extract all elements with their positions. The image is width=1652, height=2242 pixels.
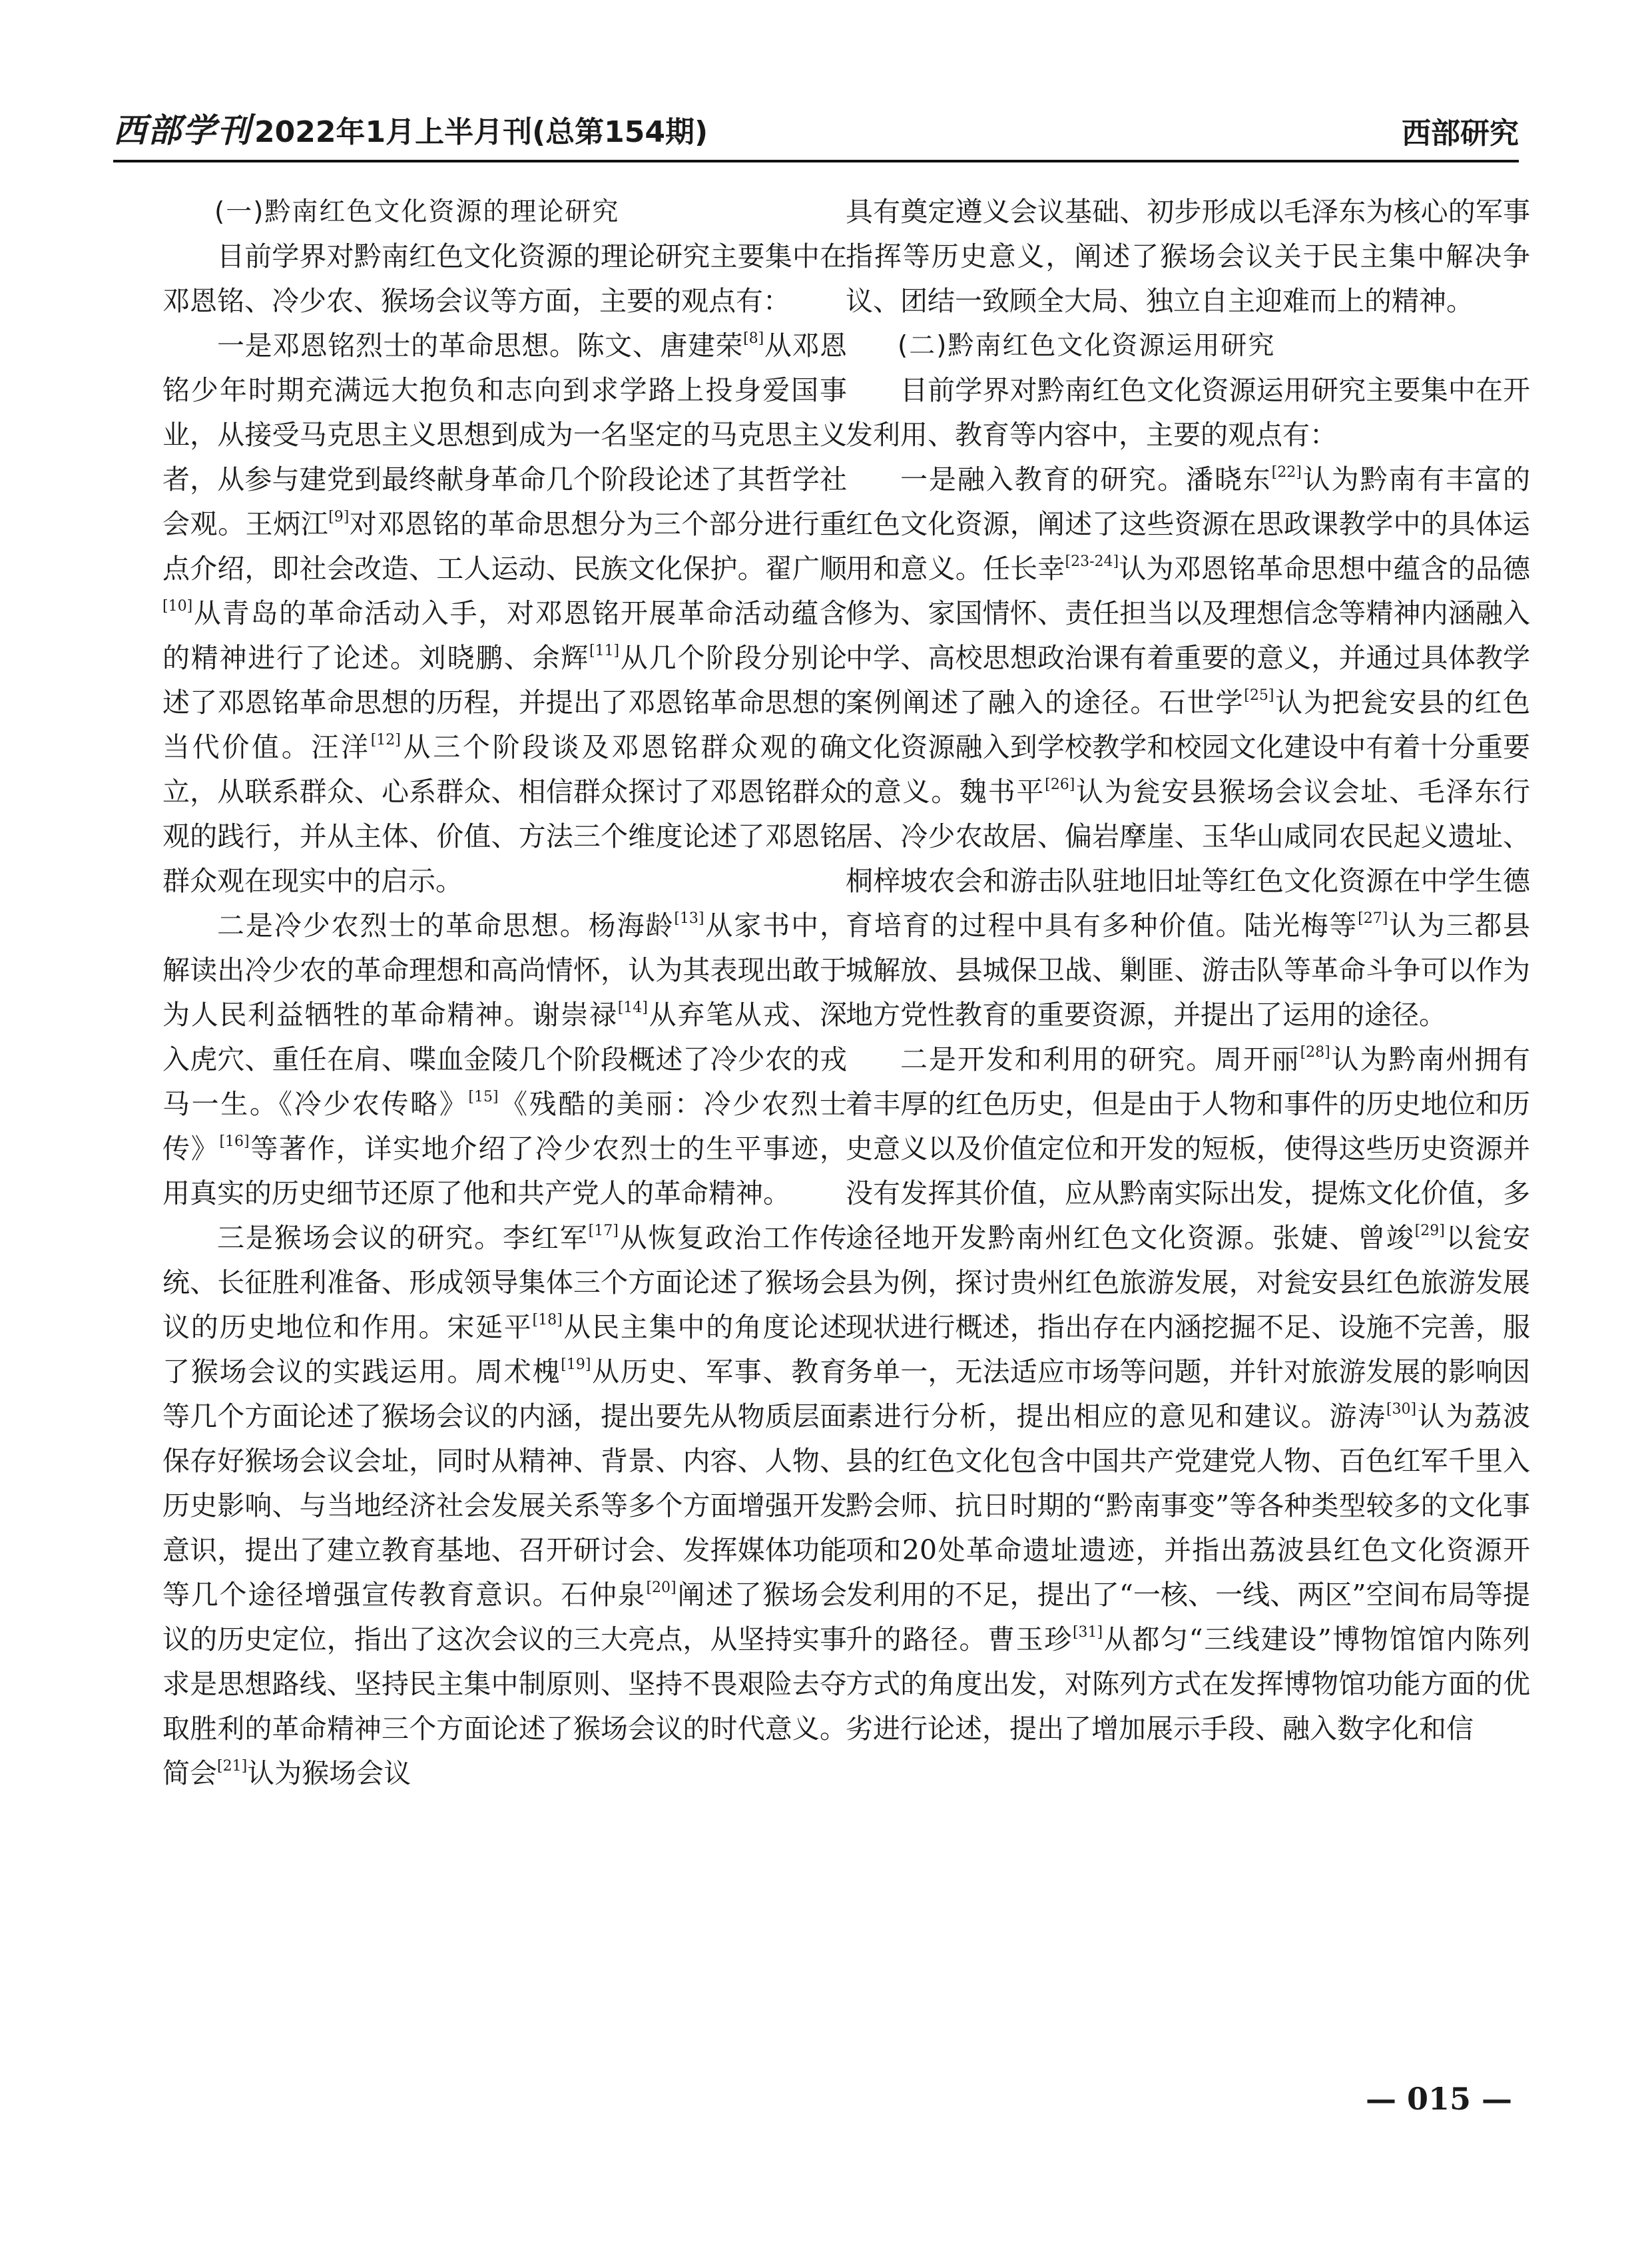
- citation-ref: [10]: [162, 598, 193, 615]
- page-number: — 015 —: [1365, 2081, 1512, 2117]
- citation-ref: [21]: [217, 1758, 248, 1775]
- citation-ref: [11]: [589, 643, 620, 659]
- citation-ref: [23-24]: [1065, 553, 1119, 570]
- citation-ref: [17]: [588, 1223, 619, 1239]
- left-column: [162, 190, 847, 1796]
- section-subheading: (一)黔南红色文化资源的理论研究: [214, 197, 620, 227]
- citation-ref: [28]: [1300, 1044, 1330, 1061]
- body-paragraph: 三是猴场会议的研究。李红军[17]从恢复政治工作传统、长征胜利准备、形成领导集体三个方面论述了猴场会议的历史地位和作用。宋延平[18]从民主集中的角度论述了猴场会议的实践运用。周术槐[19]从历史、军事、教育等几个方面论述了猴场会议的内涵，提出要先从物质层面保存好猴场会议会址，同时从精神、背景、内容、人物、历史影响、与当地经济社会发展关系等多个方面增强开发意识，提出了建立教育基地、召开研讨会、发挥媒体功能等几个途径增强宣传教育意识。石仲泉[20]阐述了猴场会议的历史定位，指出了这次会议的三大亮点，从坚持实事求是思想路线、坚持民主集中制原则、坚持不畏艰险去夺取胜利的革命精神三个方面论述了猴场会议的时代意义。简会[21]认为猴场会议: [162, 1222, 848, 1789]
- citation-ref: [30]: [1386, 1401, 1417, 1418]
- section-name: 西部研究: [1402, 117, 1519, 150]
- citation-ref: [29]: [1414, 1223, 1445, 1239]
- section-subheading: (二)黔南红色文化资源运用研究: [898, 331, 1276, 361]
- citation-ref: [15]: [468, 1089, 499, 1105]
- citation-ref: [16]: [219, 1133, 250, 1150]
- citation-ref: [19]: [561, 1356, 591, 1373]
- body-paragraph: 二是冷少农烈士的革命思想。杨海龄[13]从家书中，解读出冷少农的革命理想和高尚情怀，认为其表现出敢于为人民利益牺牲的革命精神。谢崇禄[14]从弃笔从戎、深入虎穴、重任在肩、喋血金陵几个阶段概述了冷少农的戎马一生。《冷少农传略》[15]《残酷的美丽：冷少农烈士传》[16]等著作，详实地介绍了冷少农烈士的生平事迹，用真实的历史细节还原了他和共产党人的革命精神。: [162, 910, 848, 1209]
- citation-ref: [25]: [1244, 687, 1274, 704]
- citation-ref: [9]: [328, 509, 350, 525]
- citation-ref: [18]: [532, 1312, 563, 1328]
- issue-info: 2022年1月上半月刊(总第154期): [254, 115, 708, 149]
- citation-ref: [8]: [743, 330, 764, 347]
- citation-ref: [20]: [646, 1579, 677, 1596]
- body-paragraph: 具有奠定遵义会议基础、初步形成以毛泽东为核心的军事指挥等历史意义，阐述了猴场会议关于民主集中解决争议、团结一致顾全大局、独立自主迎难而上的精神。: [846, 196, 1530, 317]
- right-column: [846, 190, 1530, 1751]
- running-header: [113, 112, 1519, 162]
- body-paragraph: 目前学界对黔南红色文化资源的理论研究主要集中在邓恩铭、冷少农、猴场会议等方面，主要的观点有：: [162, 240, 847, 317]
- citation-ref: [14]: [617, 999, 648, 1016]
- body-paragraph: 一是融入教育的研究。潘晓东[22]认为黔南有丰富的红色文化资源，阐述了这些资源在思政课教学中的具体运用和意义。任长幸[23-24]认为邓恩铭革命思想中蕴含的品德修为、家国情怀、责任担当以及理想信念等精神内涵融入中学、高校思想政治课有着重要的意义，并通过具体教学案例阐述了融入的途径。石世学[25]认为把瓮安县的红色文化资源融入到学校教学和校园文化建设中有着十分重要的意义。魏书平[26]认为瓮安县猴场会议会址、毛泽东行居、冷少农故居、偏岩摩崖、玉华山咸同农民起义遗址、桐梓坡农会和游击队驻地旧址等红色文化资源在中学生德育培育的过程中具有多种价值。陆光梅等[27]认为三都县城解放、县城保卫战、剿匪、游击队等革命斗争可以作为地方党性教育的重要资源，并提出了运用的途径。: [846, 463, 1531, 1031]
- journal-logo: 西部学刊: [113, 111, 252, 150]
- citation-ref: [22]: [1271, 464, 1302, 481]
- citation-ref: [31]: [1072, 1624, 1103, 1641]
- citation-ref: [27]: [1358, 910, 1388, 927]
- body-paragraph: 目前学界对黔南红色文化资源运用研究主要集中在开发利用、教育等内容中，主要的观点有：: [846, 374, 1530, 451]
- citation-ref: [13]: [674, 910, 704, 927]
- header-left: [113, 104, 708, 152]
- body-paragraph: 一是邓恩铭烈士的革命思想。陈文、唐建荣[8]从邓恩铭少年时期充满远大抱负和志向到求学路上投身爱国事业，从接受马克思主义思想到成为一名坚定的马克思主义者，从参与建党到最终献身革命几个阶段论述了其哲学社会观。王炳江[9]对邓恩铭的革命思想分为三个部分进行重点介绍，即社会改造、工人运动、民族文化保护。翟广顺[10]从青岛的革命活动入手，对邓恩铭开展革命活动蕴含的精神进行了论述。刘晓鹏、余辉[11]从几个阶段分别论述了邓恩铭革命思想的历程，并提出了邓恩铭革命思想的当代价值。汪洋[12]从三个阶段谈及邓恩铭群众观的确立，从联系群众、心系群众、相信群众探讨了邓恩铭群众观的践行，并从主体、价值、方法三个维度论述了邓恩铭群众观在现实中的启示。: [162, 330, 848, 897]
- citation-ref: [26]: [1045, 776, 1075, 793]
- body-paragraph: 二是开发和利用的研究。周开丽[28]认为黔南州拥有着丰厚的红色历史，但是由于人物和事件的历史地位和历史意义以及价值定位和开发的短板，使得这些历史资源并没有发挥其价值，应从黔南实际出发，提炼文化价值，多途径地开发黔南州红色文化资源。张婕、曾竣[29]以瓮安县为例，探讨贵州红色旅游发展，对瓮安县红色旅游发展现状进行概述，指出存在内涵挖掘不足、设施不完善，服务单一，无法适应市场等问题，并针对旅游发展的影响因素进行分析，提出相应的意见和建议。游涛[30]认为荔波县的红色文化包含中国共产党建党人物、百色红军千里入黔会师、抗日时期的“黔南事变”等各种类型较多的文化事项和20处革命遗址遗迹，并指出荔波县红色文化资源开发利用的不足，提出了“一核、一线、两区”空间布局等提升的路径。曹玉珍[31]从都匀“三线建设”博物馆馆内陈列方式的角度出发，对陈列方式在发挥博物馆功能方面的优劣进行论述，提出了增加展示手段、融入数字化和信: [846, 1043, 1531, 1745]
- citation-ref: [12]: [370, 732, 401, 748]
